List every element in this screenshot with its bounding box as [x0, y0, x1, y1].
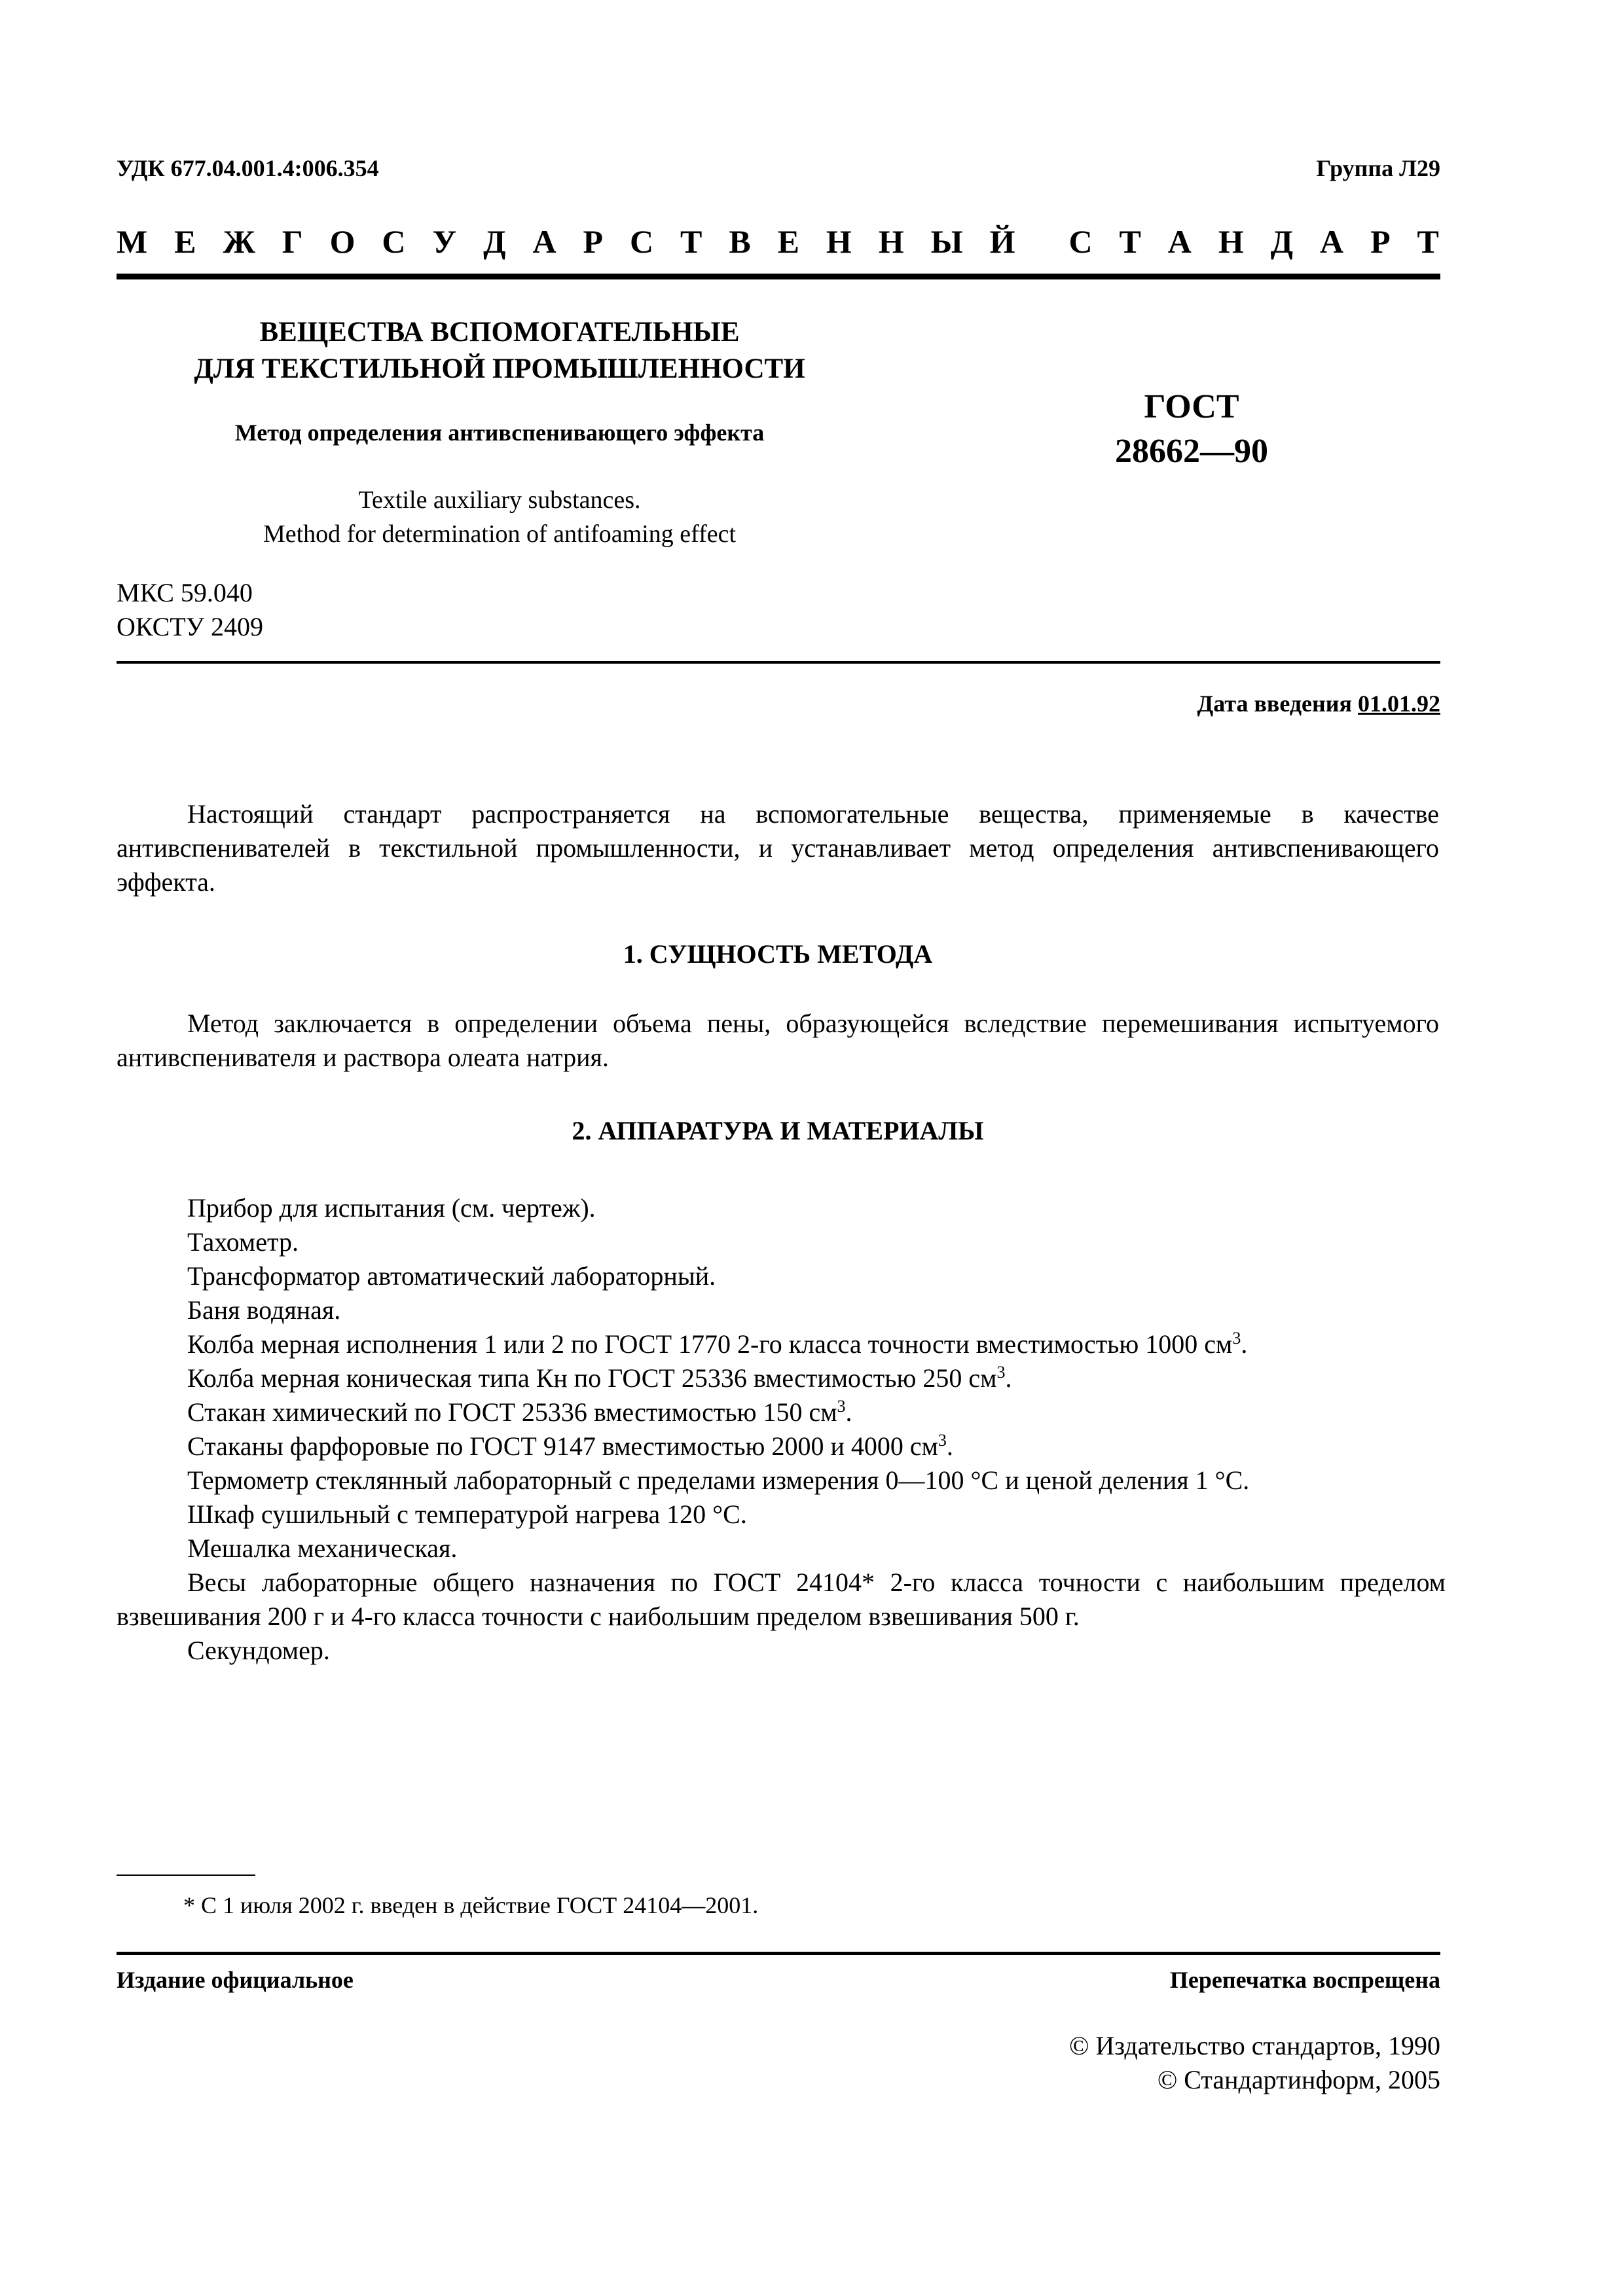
- gost-number: [1021, 385, 1362, 474]
- banner-letter: Д: [483, 223, 506, 260]
- list-item: Стаканы фарфоровые по ГОСТ 9147 вместимостью 2000 и 4000 $см^3$.: [187, 1431, 953, 1461]
- list-item: Весы лабораторные общего назначения по ГОСТ 24104* 2-го класса точности с наибольшим пределом взвешивания 200 г и 4-го класса точности с наибольшим пределом взвешивания 500 г.: [117, 1568, 1446, 1631]
- okstu-code: ОКСТУ 2409: [117, 612, 264, 641]
- list-item-text: Стакан химический по ГОСТ 25336 вместимостью 150 см: [187, 1397, 837, 1427]
- banner-letter: Е: [174, 223, 196, 260]
- english-title: [117, 483, 883, 551]
- banner-letter: Г: [282, 223, 303, 260]
- section-1-heading: 1. СУЩНОСТЬ МЕТОДА: [623, 939, 933, 969]
- reprint-notice: Перепечатка воспрещена: [1169, 1967, 1440, 1993]
- official-edition: Издание официальное: [117, 1967, 354, 1993]
- banner-letter: Ж: [223, 223, 255, 260]
- banner-letter: Т: [1417, 223, 1439, 260]
- banner-letter: Д: [1270, 223, 1294, 260]
- superscript: 3: [1232, 1329, 1241, 1348]
- list-item-text: Колба мерная коническая типа Кн по ГОСТ 25336 вместимостью 250 см: [187, 1363, 997, 1393]
- effective-date: [1197, 690, 1441, 717]
- banner-letter: О: [329, 223, 356, 260]
- banner-letter: С: [629, 223, 654, 260]
- list-item-text: Стаканы фарфоровые по ГОСТ 9147 вместимостью 2000 и 4000 см: [187, 1431, 938, 1461]
- banner-letter: Н: [826, 223, 852, 260]
- document-title: [117, 314, 883, 387]
- list-item: Прибор для испытания (см. чертеж).: [187, 1193, 596, 1223]
- section-1-text: Метод заключается в определении объема пены, образующейся вследствие перемешивания испытуемого антивспенивателя и раствора олеата натрия.: [117, 1009, 1439, 1072]
- superscript: 3: [938, 1431, 947, 1450]
- title-line-2: ДЛЯ ТЕКСТИЛЬНОЙ ПРОМЫШЛЕННОСТИ: [194, 353, 805, 384]
- copyright-line-1: © Издательство стандартов, 1990: [1068, 2031, 1440, 2060]
- effective-date-value: 01.01.92: [1358, 691, 1440, 717]
- superscript: 3: [837, 1397, 846, 1416]
- banner-letter: Н: [1218, 223, 1244, 260]
- mks-code: МКС 59.040: [117, 578, 253, 607]
- banner-letter: М: [117, 223, 148, 260]
- banner-letter: Р: [1370, 223, 1391, 260]
- title-rule: [117, 661, 1440, 664]
- banner-letter: А: [532, 223, 556, 260]
- list-item: Колба мерная исполнения 1 или 2 по ГОСТ 1770 2-го класса точности вместимостью 1000 $см^3$.: [187, 1329, 1248, 1359]
- list-item: Шкаф сушильный с температурой нагрева 120 °С.: [187, 1499, 747, 1529]
- footnote-rule: [117, 1874, 255, 1876]
- banner-letter: С: [1068, 223, 1093, 260]
- banner-rule: [117, 274, 1440, 279]
- list-item: Термометр стеклянный лабораторный с пределами измерения 0—100 °С и ценой деления 1 °С.: [187, 1465, 1250, 1495]
- intro-paragraph: Настоящий стандарт распространяется на вспомогательные вещества, применяемые в качестве антивспенивателей в текстильной промышленности, и устанавливает метод определения антивспенивающего эффекта.: [117, 799, 1439, 897]
- banner-letter: Е: [777, 223, 799, 260]
- group-code: Группа Л29: [1316, 155, 1440, 181]
- section-2-heading: 2. АППАРАТУРА И МАТЕРИАЛЫ: [572, 1116, 984, 1145]
- gost-label: ГОСТ: [1144, 388, 1239, 425]
- english-title-line-2: Method for determination of antifoaming effect: [263, 520, 737, 548]
- document-subtitle: Метод определения антивспенивающего эффекта: [234, 420, 765, 446]
- banner-letter: Й: [989, 223, 1015, 260]
- gost-code: 28662—90: [1115, 433, 1268, 470]
- banner-letter: Т: [680, 223, 702, 260]
- banner-letter: У: [432, 223, 457, 260]
- copyright-block: [1069, 2029, 1440, 2097]
- list-item: Тахометр.: [187, 1227, 299, 1257]
- banner-letter: С: [382, 223, 406, 260]
- list-item: Трансформатор автоматический лабораторный.: [187, 1261, 716, 1291]
- footnote: * С 1 июля 2002 г. введен в действие ГОСТ 24104—2001.: [183, 1892, 759, 1918]
- banner-letter: Ы: [930, 223, 963, 260]
- list-item: Мешалка механическая.: [187, 1534, 458, 1563]
- list-item: Секундомер.: [187, 1636, 330, 1665]
- banner-letter: Р: [583, 223, 604, 260]
- english-title-line-1: Textile auxiliary substances.: [358, 486, 641, 514]
- interstate-standard-banner: [117, 223, 1439, 260]
- banner-letter: Т: [1119, 223, 1141, 260]
- title-line-1: ВЕЩЕСТВА ВСПОМОГАТЕЛЬНЫЕ: [259, 317, 740, 348]
- banner-letter: А: [1320, 223, 1344, 260]
- effective-date-label: Дата введения: [1197, 691, 1352, 717]
- equipment-list: [117, 1191, 1446, 1668]
- list-item: Стакан химический по ГОСТ 25336 вместимостью 150 $см^3$.: [187, 1397, 852, 1427]
- classification-codes: [117, 576, 263, 644]
- superscript: 3: [996, 1363, 1006, 1382]
- banner-letter: В: [729, 223, 751, 260]
- copyright-line-2: © Стандартинформ, 2005: [1157, 2065, 1440, 2094]
- udk-code: УДК 677.04.001.4:006.354: [117, 155, 379, 181]
- banner-letter: Н: [878, 223, 904, 260]
- banner-letter: А: [1167, 223, 1192, 260]
- footer-rule: [117, 1952, 1440, 1955]
- list-item: Колба мерная коническая типа Кн по ГОСТ 25336 вместимостью 250 $см^3$.: [187, 1363, 1012, 1393]
- list-item: Баня водяная.: [187, 1295, 341, 1325]
- list-item-text: Колба мерная исполнения 1 или 2 по ГОСТ 1770 2-го класса точности вместимостью 1000 см: [187, 1329, 1233, 1359]
